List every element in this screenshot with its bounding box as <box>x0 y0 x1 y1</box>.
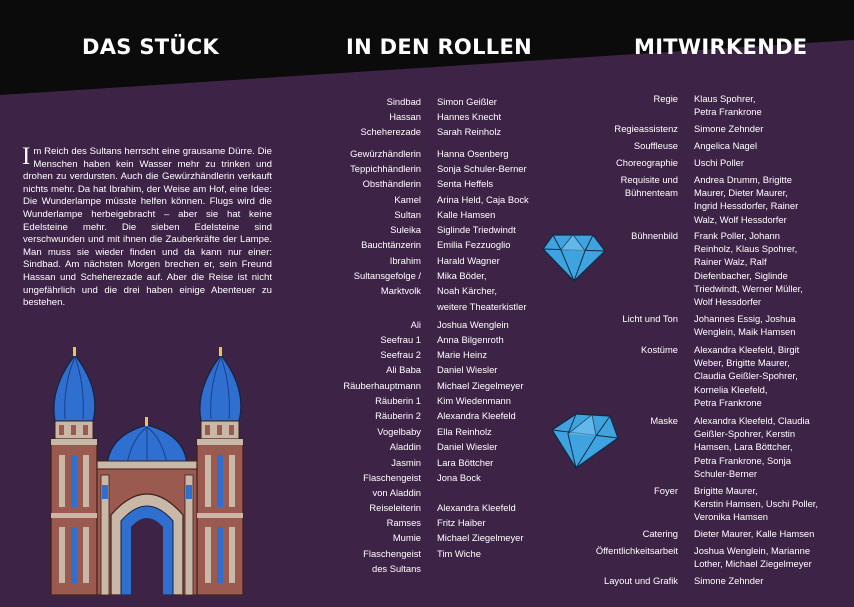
person-names: Alexandra Kleefeld <box>437 410 516 421</box>
person-names: Lara Böttcher <box>437 457 494 468</box>
person-names: Michael Ziegelmeyer <box>437 380 524 391</box>
role-label: Souffleuse <box>633 140 678 151</box>
person-names: Frank Poller, Johann Reinholz, Klaus Spohrer, Rainer Walz, Ralf Diefenbacher, Siglinde Triedwindt, Werner Müller, Wolf Hessdorfer <box>694 230 803 308</box>
role-label: Scheherezade <box>360 126 421 137</box>
role-label: Regie <box>653 93 678 104</box>
person-names: Sonja Schuler-Berner <box>437 163 527 174</box>
role-label: Öffentlichkeitsarbeit <box>595 545 678 556</box>
role-label: Gewürzhändlerin <box>350 148 421 159</box>
role-label: Layout und Grafik <box>603 575 678 586</box>
role-label: Ali <box>410 319 421 330</box>
role-label: Räuberin 1 <box>375 395 421 406</box>
drop-cap: I <box>22 143 31 170</box>
person-names: Simone Zehnder <box>694 575 764 586</box>
person-names: Ella Reinholz <box>437 426 492 437</box>
person-names: Alexandra Kleefeld, Birgit Weber, Brigitte Maurer, Claudia Geißler-Spohrer, Kornelia Kleefeld, Petra Frankrone <box>694 344 800 408</box>
person-names: Hanna Osenberg <box>437 148 509 159</box>
person-names: Alexandra Kleefeld <box>437 502 516 513</box>
palace-illustration <box>45 345 250 595</box>
role-label: Flaschengeist des Sultans <box>363 548 421 575</box>
role-label: Vogelbaby <box>377 426 421 437</box>
heading-crew: MITWIRKENDE <box>634 35 808 59</box>
person-names: Michael Ziegelmeyer <box>437 532 524 543</box>
role-label: Seefrau 1 <box>380 334 421 345</box>
heading-story: DAS STÜCK <box>82 35 220 59</box>
person-names: Anna Bilgenroth <box>437 334 504 345</box>
role-label: Kostüme <box>641 344 678 355</box>
person-names: Daniel Wiesler <box>437 364 498 375</box>
person-names: Daniel Wiesler <box>437 441 498 452</box>
role-label: Catering <box>642 528 678 539</box>
role-label: Bühnenbild <box>631 230 678 241</box>
role-label: Requisite und Bühnenteam <box>620 174 678 199</box>
person-names: Siglinde Triedwindt <box>437 224 516 235</box>
person-names: Alexandra Kleefeld, Claudia Geißler-Spohrer, Kerstin Hamsen, Lara Böttcher, Petra Frankrone, Sonja Schuler-Berner <box>694 415 810 479</box>
role-label: Jasmin <box>391 457 421 468</box>
person-names: Marie Heinz <box>437 349 488 360</box>
role-label: Flaschengeist von Aladdin <box>363 472 421 499</box>
person-names: Angelica Nagel <box>694 140 758 151</box>
diamond-icon <box>541 233 607 283</box>
person-names: Hannes Knecht <box>437 111 502 122</box>
role-label: Ali Baba <box>386 364 421 375</box>
role-label: Bauchtänzerin <box>361 239 421 250</box>
role-label: Suleika <box>390 224 421 235</box>
story-text <box>22 143 272 310</box>
role-label: Ibrahim <box>389 255 421 266</box>
role-label: Maske <box>650 415 678 426</box>
person-names: Mika Böder, Noah Kärcher, weitere Theaterkistler <box>437 270 527 312</box>
role-label: Ramses <box>386 517 421 528</box>
person-names: Brigitte Maurer, Kerstin Hamsen, Uschi Poller, Veronika Hamsen <box>694 485 819 523</box>
person-names: Kim Wiedenmann <box>437 395 511 406</box>
person-names: Klaus Spohrer, Petra Frankrone <box>694 93 762 118</box>
person-names: Emilia Fezzuoglio <box>437 239 511 250</box>
role-label: Räuberin 2 <box>375 410 421 421</box>
heading-roles: IN DEN ROLLEN <box>346 35 532 59</box>
role-label: Kamel <box>394 194 421 205</box>
person-names: Uschi Poller <box>694 157 745 168</box>
person-names: Tim Wiche <box>437 548 481 559</box>
role-label: Seefrau 2 <box>380 349 421 360</box>
person-names: Simon Geißler <box>437 96 497 107</box>
role-label: Regieassistenz <box>614 123 678 134</box>
person-names: Senta Heffels <box>437 178 494 189</box>
role-label: Hassan <box>389 111 421 122</box>
role-label: Foyer <box>654 485 678 496</box>
person-names: Dieter Maurer, Kalle Hamsen <box>694 528 815 539</box>
person-names: Harald Wagner <box>437 255 500 266</box>
person-names: Kalle Hamsen <box>437 209 496 220</box>
role-label: Räuberhauptmann <box>343 380 421 391</box>
person-names: Joshua Wenglein <box>437 319 509 330</box>
role-label: Sultansgefolge / Marktvolk <box>353 270 421 297</box>
person-names: Jona Bock <box>437 472 481 483</box>
person-names: Johannes Essig, Joshua Wenglein, Maik Hamsen <box>694 313 796 338</box>
story-body: m Reich des Sultans herrscht eine grausame Dürre. Die Menschen haben kein Wasser mehr zu trinken und drohen zu verdursten. Auch die Gewürzhändlerin verkauft nichts mehr. Da hat Ibrahim, der Weise am Hof, eine Idee: Die Wunderlampe müsste helfen können. Flugs wird die Wunderlampe herbeigebracht – aber sie hat keine Edelsteine mehr. Die sieben Edelsteine sind verschwunden und mit ihnen die Zauberkräfte der Lampe. Man muss sie wieder finden und da kann nur einer: Sindbad. Am nächsten Morgen brechen er, sein Freund Hassan und Scheherezade auf. Aber die Reise ist nicht ungefährlich und die drei haben einige Abenteuer zu bestehen. <box>23 146 272 309</box>
role-label: Reiseleiterin <box>369 502 421 513</box>
role-label: Obsthändlerin <box>362 178 421 189</box>
person-names: Joshua Wenglein, Marianne Lother, Michael Ziegelmeyer <box>694 545 812 570</box>
diamond-icon <box>546 410 620 470</box>
role-label: Sultan <box>394 209 421 220</box>
person-names: Fritz Haiber <box>437 517 486 528</box>
role-label: Teppichhändlerin <box>350 163 421 174</box>
role-label: Aladdin <box>389 441 421 452</box>
role-label: Choreographie <box>615 157 678 168</box>
person-names: Arina Held, Caja Bock <box>437 194 529 205</box>
role-label: Licht und Ton <box>622 313 678 324</box>
role-label: Sindbad <box>386 96 421 107</box>
person-names: Sarah Reinholz <box>437 126 502 137</box>
person-names: Simone Zehnder <box>694 123 764 134</box>
role-label: Mumie <box>392 532 421 543</box>
person-names: Andrea Drumm, Brigitte Maurer, Dieter Maurer, Ingrid Hessdorfer, Rainer Walz, Wolf Hessdorfer <box>694 174 799 225</box>
